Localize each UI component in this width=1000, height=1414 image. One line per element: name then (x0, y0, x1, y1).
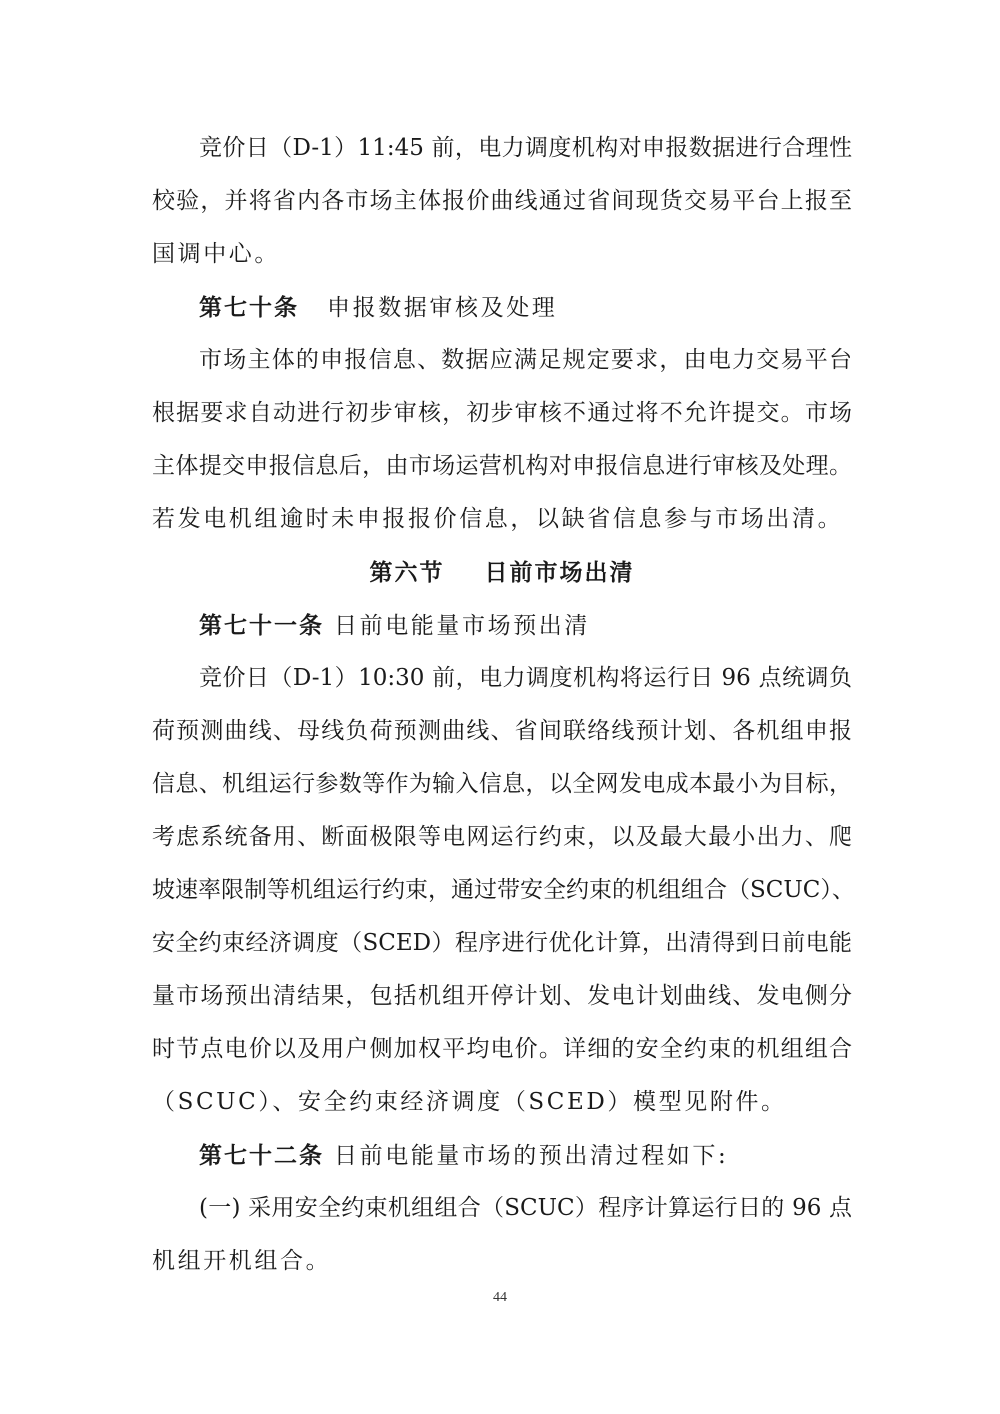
section-label: 第六节 (369, 559, 445, 586)
paragraph-line: 安全约束经济调度（SCED）程序进行优化计算，出清得到日前电能 (152, 930, 852, 956)
paragraph-line: 根据要求自动进行初步审核，初步审核不通过将不允许提交。市场 (152, 400, 852, 426)
article-71-label: 第七十一条 (199, 612, 324, 639)
paragraph-line: 竞价日（D-1）10:30 前，电力调度机构将运行日 96 点统调负 (199, 665, 852, 691)
paragraph-line: 坡速率限制等机组运行约束，通过带安全约束的机组组合（SCUC）、 (152, 877, 855, 903)
paragraph-line: 若发电机组逾时未申报报价信息，以缺省信息参与市场出清。 (152, 506, 844, 532)
paragraph-line: 量市场预出清结果，包括机组开停计划、发电计划曲线、发电侧分 (152, 983, 852, 1009)
paragraph-line: 国调中心。 (152, 241, 280, 267)
article-72-title: 日前电能量市场的预出清过程如下: (334, 1143, 729, 1169)
paragraph-line: 竞价日（D-1）11:45 前，电力调度机构对申报数据进行合理性 (199, 135, 852, 161)
paragraph-line: 校验，并将省内各市场主体报价曲线通过省间现货交易平台上报至 (152, 188, 852, 214)
paragraph-line: 荷预测曲线、母线负荷预测曲线、省间联络线预计划、各机组申报 (152, 718, 852, 744)
paragraph-line: 考虑系统备用、断面极限等电网运行约束，以及最大最小出力、爬 (152, 824, 852, 850)
paragraph-line: 主体提交申报信息后，由市场运营机构对申报信息进行审核及处理。 (152, 453, 852, 479)
article-71-title: 日前电能量市场预出清 (334, 613, 590, 639)
article-70-title: 申报数据审核及处理 (327, 295, 558, 321)
paragraph-line: 市场主体的申报信息、数据应满足规定要求，由电力交易平台 (199, 347, 852, 373)
article-70-heading (152, 281, 852, 334)
paragraph-line: （SCUC）、安全约束经济调度（SCED）模型见附件。 (152, 1089, 787, 1115)
page-body (152, 122, 855, 1288)
paragraph-line: 时节点电价以及用户侧加权平均电价。详细的安全约束的机组组合 (152, 1036, 852, 1062)
article-70-label: 第七十条 (199, 294, 299, 321)
article-72-label: 第七十二条 (199, 1142, 324, 1169)
article-72-heading (152, 1129, 852, 1182)
paragraph-line: 机组开机组合。 (152, 1248, 332, 1274)
paragraph-line: (一) 采用安全约束机组组合（SCUC）程序计算运行日的 96 点 (199, 1195, 852, 1221)
paragraph-line: 信息、机组运行参数等作为输入信息，以全网发电成本最小为目标， (152, 771, 852, 797)
section-heading (152, 546, 852, 599)
article-71-heading (152, 599, 852, 652)
page-number: 44 (493, 1290, 507, 1305)
section-title: 日前市场出清 (484, 559, 635, 586)
